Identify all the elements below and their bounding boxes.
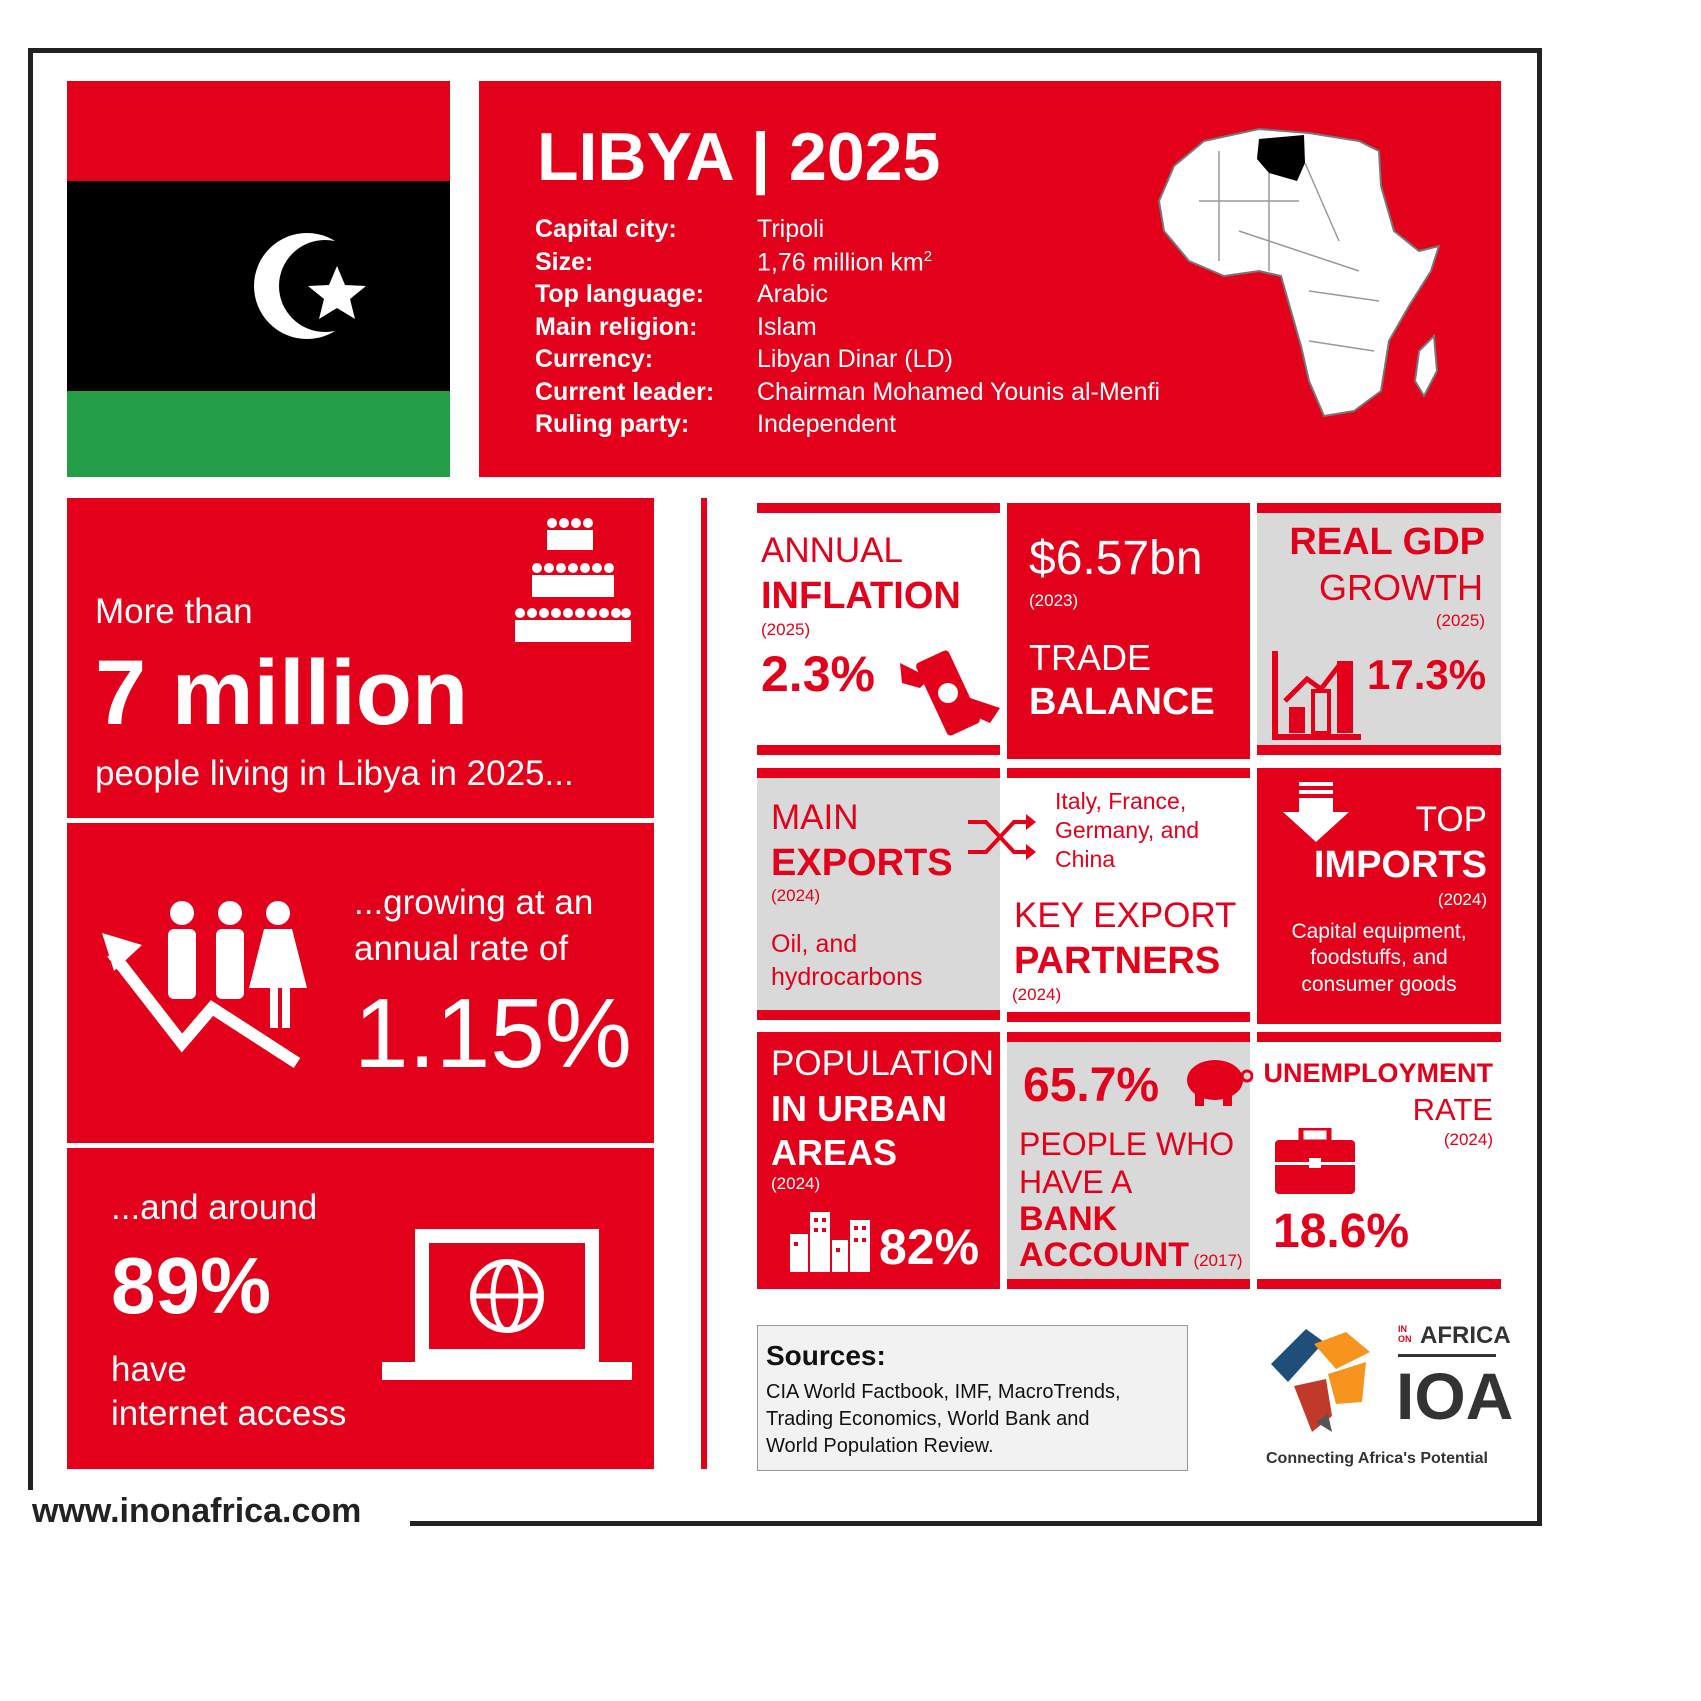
partners-line1: KEY EXPORT xyxy=(1014,896,1237,935)
libya-flag xyxy=(67,81,450,477)
unemployment-tile xyxy=(1257,1042,1501,1279)
africa-logo-mark-icon xyxy=(1266,1324,1376,1434)
imports-year: (2024) xyxy=(1437,890,1487,909)
unemployment-top-rule xyxy=(1257,1032,1501,1042)
gdp-bottom-rule xyxy=(1257,745,1501,755)
bank-line4: ACCOUNT xyxy=(1019,1236,1189,1274)
bank-top-rule xyxy=(1007,1032,1250,1042)
partners-year: (2024) xyxy=(1012,985,1062,1004)
people-pyramid-icon xyxy=(512,513,632,643)
fact-value: Arabic xyxy=(757,280,828,308)
bank-year: (2017) xyxy=(1193,1251,1243,1270)
inflation-year: (2025) xyxy=(761,620,811,639)
download-arrow-icon xyxy=(1281,782,1351,842)
inflation-line1: ANNUAL xyxy=(761,531,903,570)
gdp-value: 17.3% xyxy=(1367,651,1487,698)
fact-label: Capital city: xyxy=(535,215,677,243)
internet-panel xyxy=(67,1148,654,1469)
fact-label: Main religion: xyxy=(535,312,698,341)
inflation-bottom-rule xyxy=(757,745,1000,755)
exports-line1: MAIN xyxy=(771,798,859,837)
partners-list1: Italy, France, xyxy=(1055,788,1187,814)
unemployment-line2: RATE xyxy=(1412,1092,1493,1127)
inflation-value: 2.3% xyxy=(761,646,875,702)
flying-money-icon xyxy=(900,643,1000,743)
sources-line3: World Population Review. xyxy=(766,1435,994,1457)
growth-panel xyxy=(67,823,654,1143)
unemployment-value: 18.6% xyxy=(1273,1205,1410,1258)
bank-tile xyxy=(1007,1042,1250,1279)
trade-line2: BALANCE xyxy=(1029,681,1215,723)
fact-value: 1,76 million km xyxy=(757,247,924,276)
gdp-line2: GROWTH xyxy=(1319,567,1483,608)
growth-line1: ...growing at an xyxy=(354,883,594,922)
trade-tile xyxy=(1007,503,1250,759)
unemployment-line1: UNEMPLOYMENT xyxy=(1263,1058,1493,1088)
bank-value: 65.7% xyxy=(1023,1059,1160,1112)
partners-tile xyxy=(1000,778,1250,1010)
inflation-tile xyxy=(757,513,1000,745)
imports-desc1: Capital equipment, xyxy=(1291,920,1467,943)
fact-superscript: 2 xyxy=(923,247,933,265)
partners-list3: China xyxy=(1055,846,1116,872)
exports-year: (2024) xyxy=(771,886,821,905)
bank-line3: BANK xyxy=(1019,1200,1118,1238)
footer-url[interactable]: www.inonafrica.com xyxy=(32,1492,362,1530)
logo-tagline: Connecting Africa's Potential xyxy=(1266,1450,1488,1467)
inflation-line2: INFLATION xyxy=(761,575,961,617)
urban-line3: AREAS xyxy=(771,1132,898,1173)
imports-line1: TOP xyxy=(1415,800,1487,839)
logo-africa: AFRICA xyxy=(1420,1322,1511,1349)
sources-title: Sources: xyxy=(766,1340,886,1371)
gdp-top-rule xyxy=(1257,503,1501,513)
logo-ioa: IOA xyxy=(1396,1359,1514,1433)
fact-label: Ruling party: xyxy=(535,410,690,438)
fact-value: Tripoli xyxy=(757,215,825,243)
africa-map-icon xyxy=(1119,111,1449,421)
piggy-bank-icon xyxy=(1183,1052,1253,1108)
exports-tile xyxy=(757,778,1000,1010)
fact-value: Libyan Dinar (LD) xyxy=(757,345,953,373)
urban-value: 82% xyxy=(879,1219,980,1275)
fact-label: Top language: xyxy=(535,280,704,308)
fact-value: Chairman Mohamed Younis al-Menfi xyxy=(757,377,1160,406)
fact-label: Currency: xyxy=(535,345,654,373)
partners-top-rule xyxy=(1007,768,1250,778)
logo-rule xyxy=(1398,1354,1496,1357)
city-buildings-icon xyxy=(790,1212,870,1272)
ioa-logo xyxy=(1262,1320,1514,1470)
page-title: LIBYA | 2025 xyxy=(537,119,941,195)
exports-bottom-rule xyxy=(757,1010,1000,1020)
bank-line2: HAVE A xyxy=(1019,1164,1133,1200)
population-panel xyxy=(67,498,654,818)
urban-tile xyxy=(757,1032,1000,1289)
gdp-tile xyxy=(1257,513,1501,745)
unemployment-bottom-rule xyxy=(1257,1279,1501,1289)
population-value: 7 million xyxy=(95,642,469,744)
imports-desc2: foodstuffs, and xyxy=(1310,946,1448,969)
urban-line1: POPULATION xyxy=(771,1044,995,1083)
inflation-top-rule xyxy=(757,503,1000,513)
bank-line1: PEOPLE WHO xyxy=(1019,1126,1235,1162)
population-prefix: More than xyxy=(95,592,253,631)
bank-account-row xyxy=(1019,1236,1243,1275)
exports-top-rule xyxy=(757,768,1000,778)
laptop-globe-icon xyxy=(382,1228,632,1388)
sources-box xyxy=(757,1325,1188,1471)
fact-value: Islam xyxy=(757,312,817,341)
logo-in-on: IN ON xyxy=(1398,1324,1412,1344)
trade-year: (2023) xyxy=(1029,591,1079,610)
partners-list2: Germany, and xyxy=(1055,817,1200,843)
fact-value: Independent xyxy=(757,410,897,438)
exports-line2: EXPORTS xyxy=(771,842,953,884)
internet-value: 89% xyxy=(111,1241,272,1330)
briefcase-icon xyxy=(1275,1128,1355,1194)
population-suffix: people living in Libya in 2025... xyxy=(95,754,574,793)
column-divider xyxy=(701,498,707,1469)
fact-label: Current leader: xyxy=(535,377,715,406)
growth-value: 1.15% xyxy=(354,978,632,1088)
trade-line1: TRADE xyxy=(1029,637,1152,678)
partners-line2: PARTNERS xyxy=(1014,940,1221,982)
imports-desc3: consumer goods xyxy=(1301,973,1457,996)
gdp-line1: REAL GDP xyxy=(1289,521,1485,563)
imports-line2: IMPORTS xyxy=(1313,844,1487,886)
internet-prefix: ...and around xyxy=(111,1188,318,1227)
gdp-year: (2025) xyxy=(1435,611,1485,630)
urban-year: (2024) xyxy=(771,1174,821,1193)
header-panel xyxy=(479,81,1501,477)
trade-value: $6.57bn xyxy=(1029,532,1203,585)
sources-line1: CIA World Factbook, IMF, MacroTrends, xyxy=(766,1381,1121,1403)
partners-bottom-rule xyxy=(1007,1012,1250,1022)
internet-line1: have xyxy=(111,1350,187,1389)
exports-desc2: hydrocarbons xyxy=(771,963,923,991)
population-growth-icon xyxy=(102,893,312,1073)
internet-line2: internet access xyxy=(111,1394,347,1433)
bar-chart-growth-icon xyxy=(1271,651,1361,741)
growth-line2: annual rate of xyxy=(354,929,569,968)
bank-bottom-rule xyxy=(1007,1279,1250,1289)
shuffle-arrows-icon xyxy=(968,812,1038,862)
imports-tile xyxy=(1257,768,1501,1024)
sources-line2: Trading Economics, World Bank and xyxy=(766,1408,1090,1430)
unemployment-year: (2024) xyxy=(1443,1130,1493,1149)
urban-line2: IN URBAN xyxy=(771,1088,947,1129)
exports-desc1: Oil, and xyxy=(771,930,858,958)
crescent-star-icon xyxy=(67,181,450,391)
fact-label: Size: xyxy=(535,247,594,276)
